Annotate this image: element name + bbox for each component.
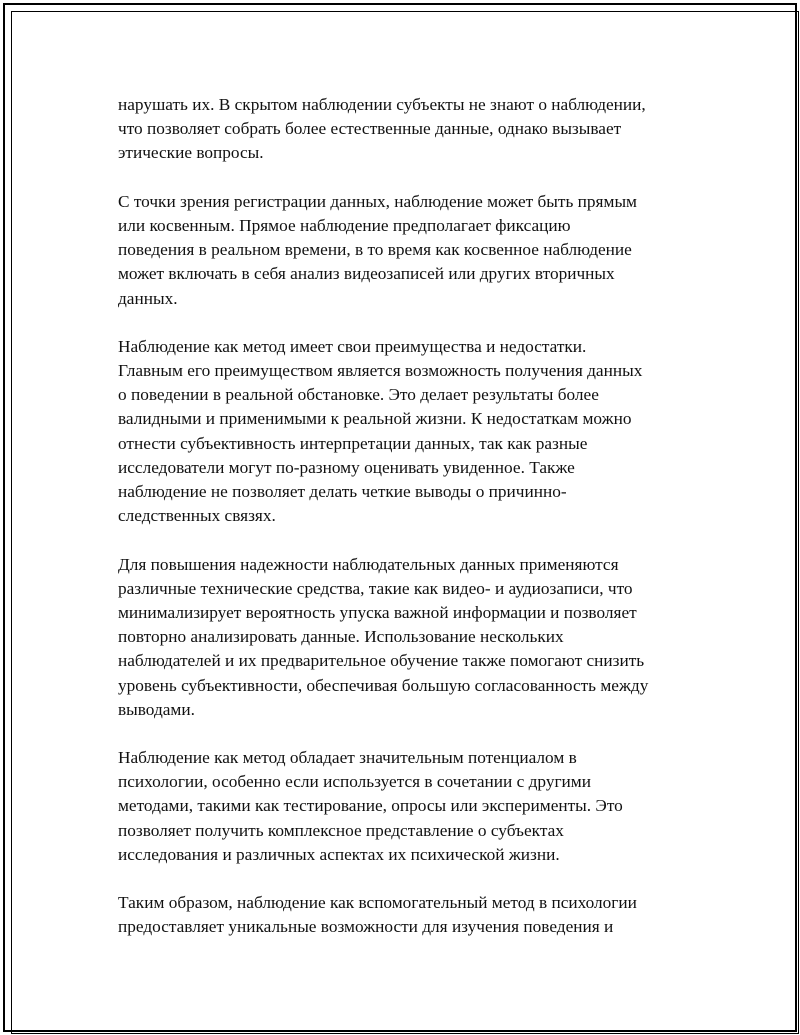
text-line: уровень субъективности, обеспечивая большую согласованность между [118,675,649,695]
text-line: различные технические средства, такие как видео- и аудиозаписи, что [118,578,633,598]
paragraph-3 [118,335,698,529]
text-line: наблюдателей и их предварительное обучение также помогают снизить [118,651,645,671]
text-line: Наблюдение как метод имеет свои преимущества и недостатки. [118,336,587,356]
text-line: данных. [118,288,178,308]
text-line: или косвенным. Прямое наблюдение предполагает фиксацию [118,215,571,235]
paragraph-1 [118,93,698,166]
text-line: о поведении в реальной обстановке. Это делает результаты более [118,385,599,405]
text-line: С точки зрения регистрации данных, наблюдение может быть прямым [118,191,637,211]
paragraph-6 [118,891,698,939]
text-line: следственных связях. [118,506,276,526]
text-line: наблюдение не позволяет делать четкие выводы о причинно- [118,482,567,501]
text-line: что позволяет собрать более естественные данные, однако вызывает [118,119,622,139]
text-line: выводами. [118,699,195,719]
text-line: предоставляет уникальные возможности для изучения поведения и [118,917,614,937]
document-text-body [118,93,698,964]
text-line: Наблюдение как метод обладает значительным потенциалом в [118,748,577,768]
text-line: может включать в себя анализ видеозаписей или других вторичных [118,264,615,284]
text-line: повторно анализировать данные. Использование нескольких [118,627,564,647]
text-line: нарушать их. В скрытом наблюдении субъекты не знают о наблюдении, [118,95,646,114]
text-line: исследователи могут по-разному оценивать увиденное. Также [118,457,575,477]
paragraph-5 [118,746,698,867]
text-line: Для повышения надежности наблюдательных данных применяются [118,554,619,574]
text-line: валидными и применимыми к реальной жизни. К недостаткам можно [118,409,632,429]
text-line: методами, такими как тестирование, опросы или эксперименты. Это [118,796,623,816]
paragraph-2 [118,190,698,311]
text-line: психологии, особенно если используется в сочетании с другими [118,772,591,792]
text-line: этические вопросы. [118,143,264,163]
text-line: поведения в реальном времени, в то время как косвенное наблюдение [118,240,632,260]
text-line: исследования и различных аспектах их психической жизни. [118,844,560,864]
text-line: Главным его преимуществом является возможность получения данных [118,361,643,381]
text-line: позволяет получить комплексное представление о субъектах [118,820,564,840]
text-line: минимализирует вероятность упуска важной информации и позволяет [118,602,637,622]
paragraph-4 [118,553,698,722]
text-line: отнести субъективность интерпретации данных, так как разные [118,433,588,453]
text-line: Таким образом, наблюдение как вспомогательный метод в психологии [118,893,637,913]
